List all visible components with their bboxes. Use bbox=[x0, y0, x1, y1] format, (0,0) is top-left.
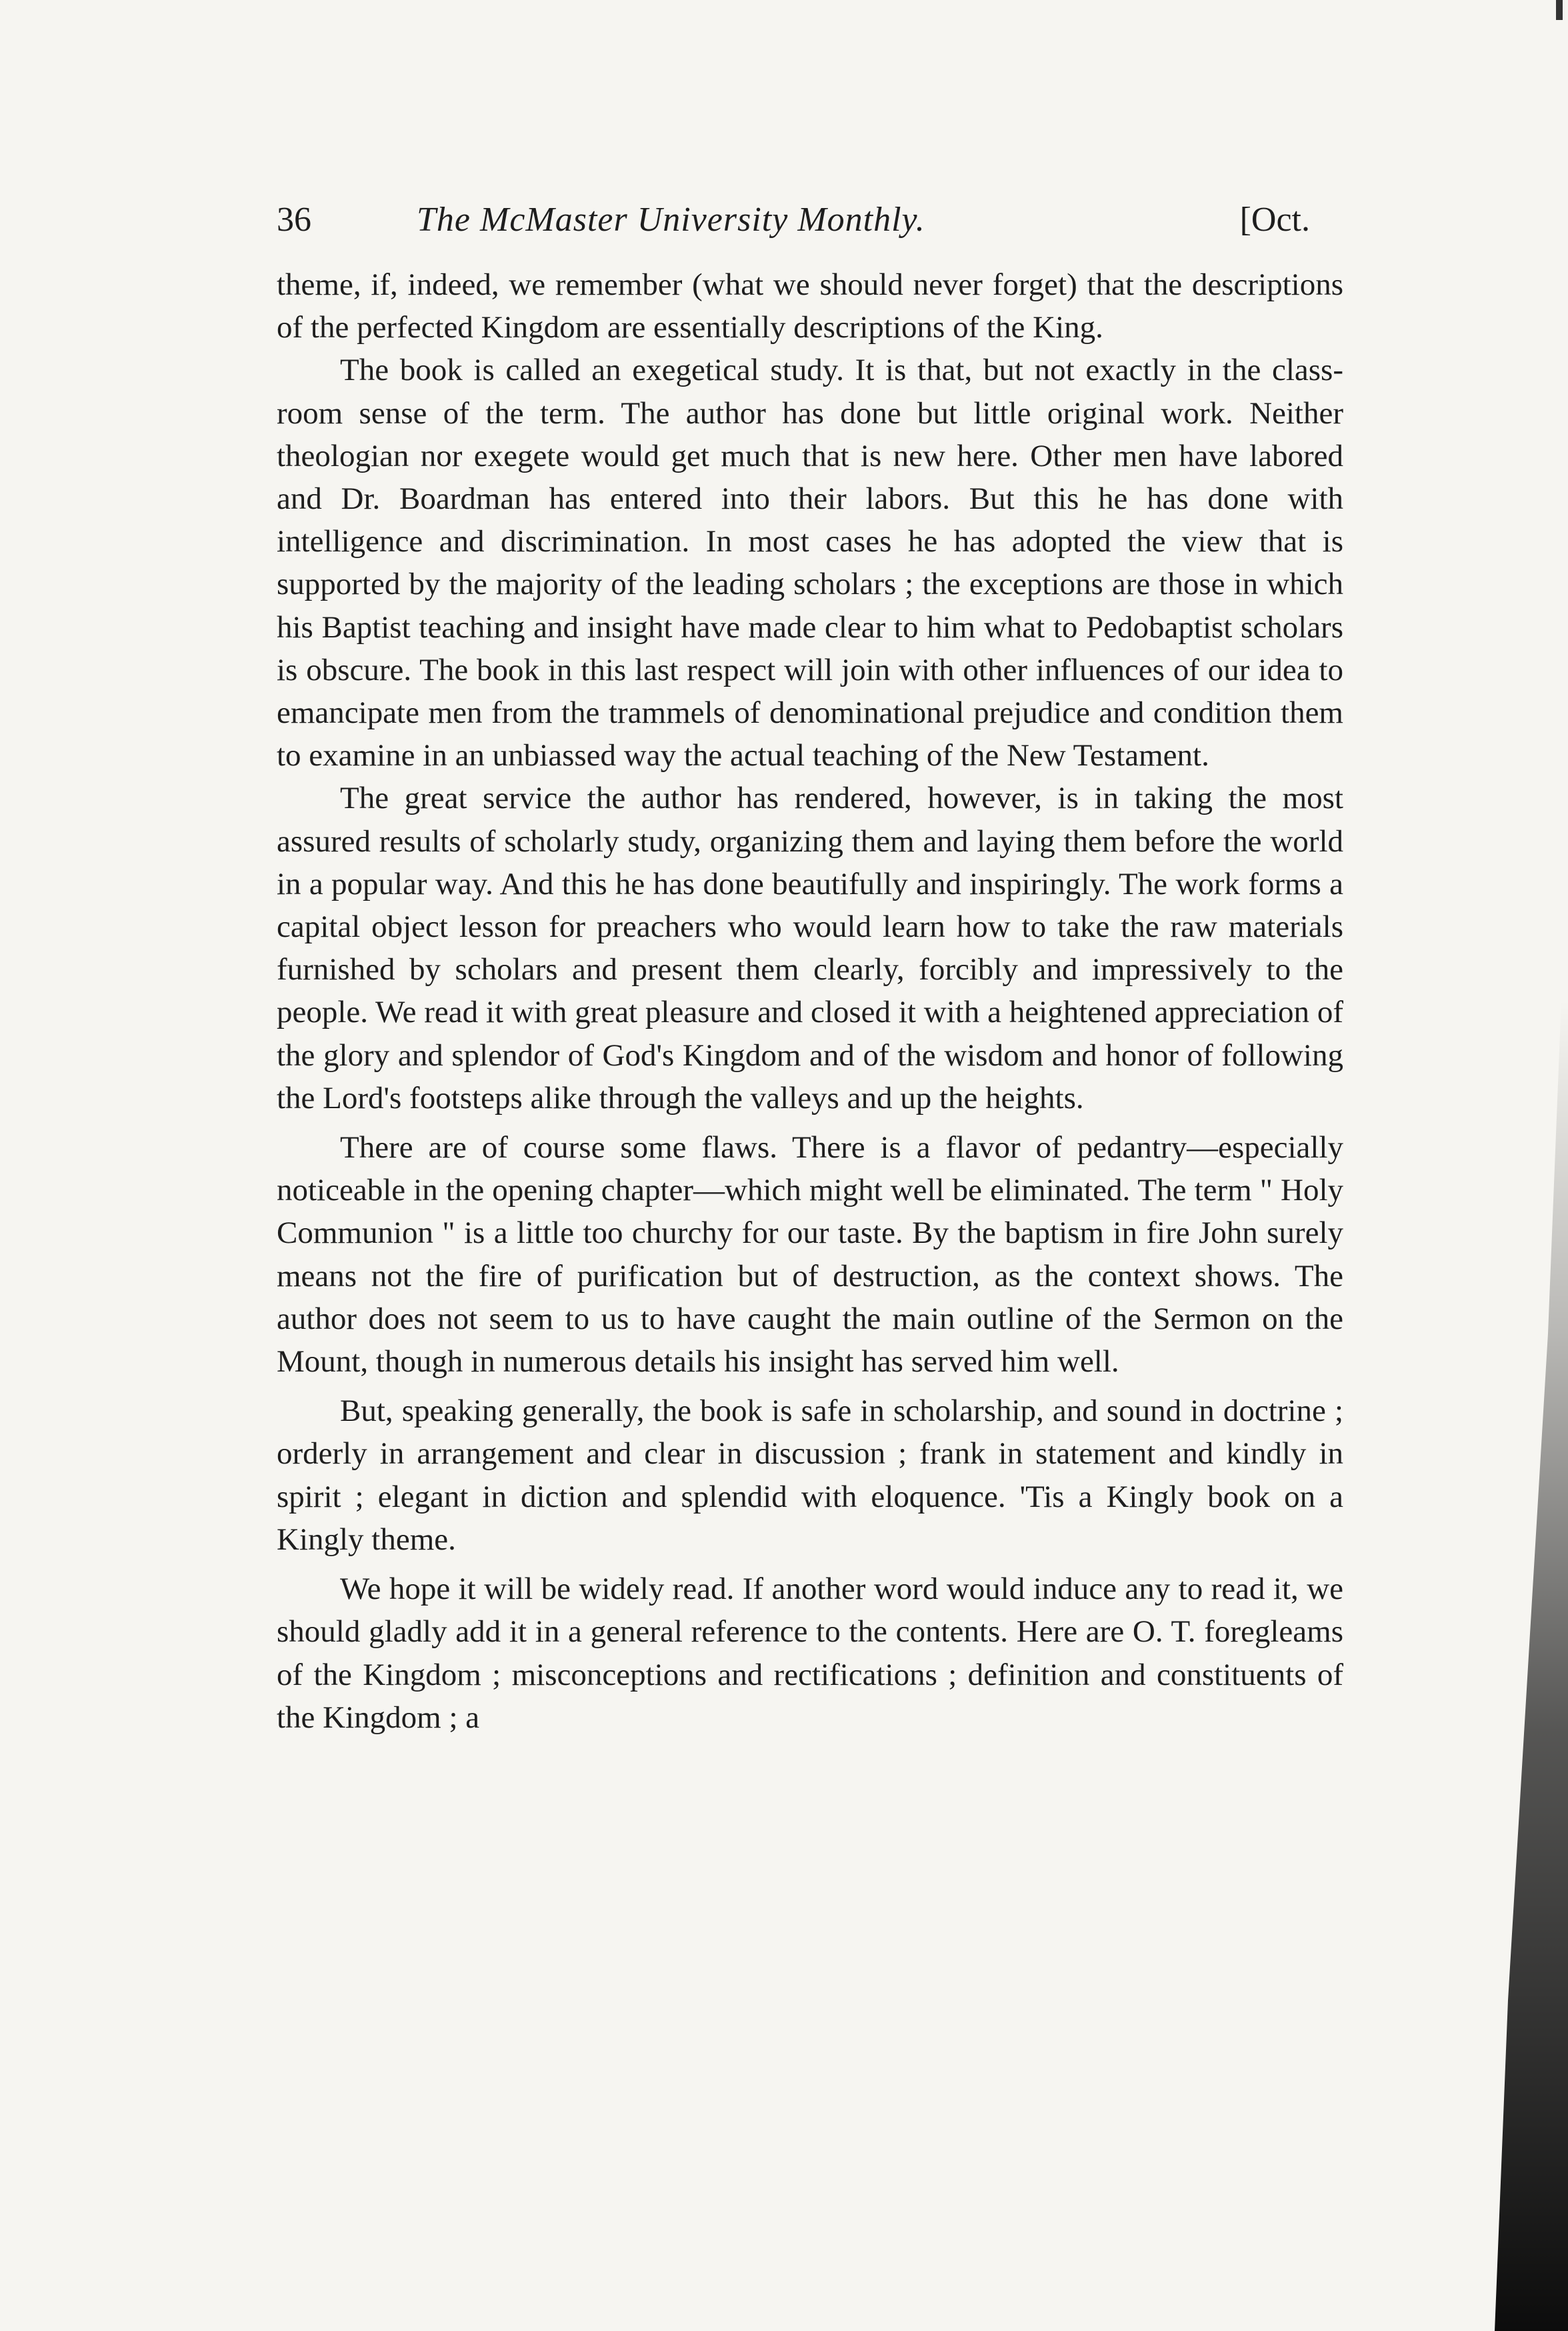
paragraph-continued: theme, if, indeed, we remember (what we should never forget) that the descriptions of the perfected Kingdom are essentially descriptions of the King. bbox=[277, 267, 1343, 345]
paragraph-great-service: The great service the author has rendered, however, is in taking the most assured results of scholarly study, organizing them and laying them before the world in a popular way. And this he has done beautifully and inspiringly. The work forms a capital object lesson for preachers who would learn how to take the raw materials furnished by scholars and present them clearly, forcibly and impressively to the people. We read it with great pleasure and closed it with a heightened appreciation of the glory and splendor of God's Kingdom and of the wisdom and honor of following the Lord's footsteps alike through the valleys and up the heights. bbox=[277, 781, 1343, 1115]
paragraph-generally: But, speaking generally, the book is safe in scholarship, and sound in doctrine ; orderly in arrangement and clear in discussion ; frank in statement and kindly in spirit ; elegant in diction and splendid with eloquence. 'Tis a Kingly book on a Kingly theme. bbox=[277, 1394, 1343, 1557]
journal-title: The McMaster University Monthly. bbox=[417, 201, 925, 239]
paragraph-widely-read: We hope it will be widely read. If another word would induce any to read it, we should gladly add it in a general reference to the contents. Here are O. T. foregleams of the Kingdom ; misconceptions and rectifications ; definition and constituents of the Kingdom ; a bbox=[277, 1572, 1343, 1735]
paragraph-exegetical-study: The book is called an exegetical study. It is that, but not exactly in the class-room sense of the term. The author has done but little original work. Neither theologian nor exegete would get much that is new here. Other men have labored and Dr. Boardman has entered into their labors. But this he has done with intelligence and discrimination. In most cases he has adopted the view that is supported by the majority of the leading scholars ; the exceptions are those in which his Baptist teaching and insight have made clear to him what to Pedobaptist scholars is obscure. The book in this last respect will join with other influences of our idea to emancipate men from the trammels of denominational prejudice and condition them to examine in an unbiassed way the actual teaching of the New Testament. bbox=[277, 353, 1343, 773]
article-body bbox=[277, 263, 1343, 1739]
issue-month: [Oct. bbox=[1239, 201, 1310, 239]
scan-edge-artifact bbox=[1481, 1000, 1568, 2331]
scan-speck bbox=[1556, 0, 1563, 20]
page-number: 36 bbox=[277, 201, 311, 239]
running-header bbox=[277, 200, 1310, 253]
paragraph-flaws: There are of course some flaws. There is a flavor of pedantry—especially noticeable in the opening chapter—which might well be eliminated. The term " Holy Communion " is a little too churchy for our taste. By the baptism in fire John surely means not the fire of purification but of destruction, as the context shows. The author does not seem to us to have caught the main outline of the Sermon on the Mount, though in numerous details his insight has served him well. bbox=[277, 1130, 1343, 1380]
